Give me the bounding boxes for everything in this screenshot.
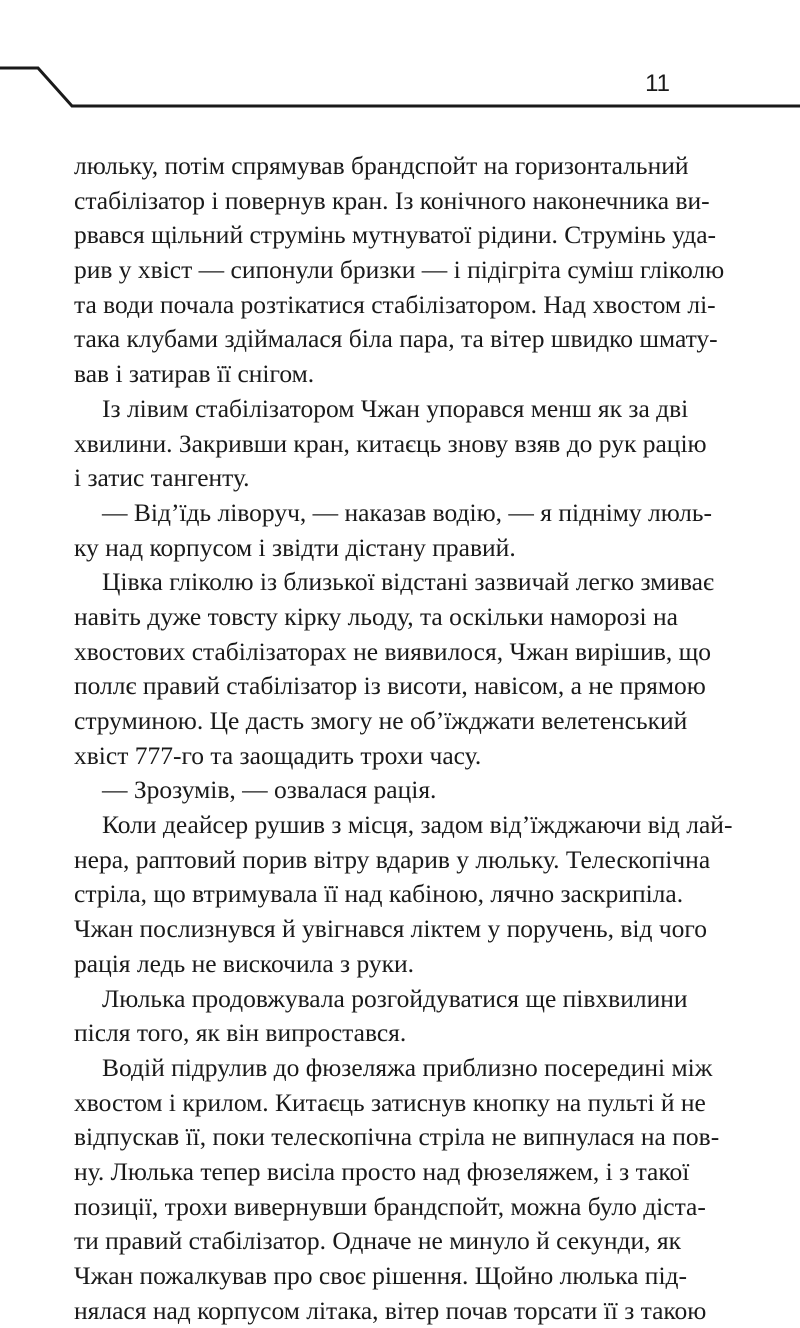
text-line: ти правий стабілізатор. Одначе не минуло й секунди, як (74, 1226, 681, 1256)
text-line: — Зрозумів, — озвалася рація. (102, 775, 437, 805)
text-line: і затис тангенту. (74, 463, 250, 493)
header-rule (0, 0, 800, 120)
text-line: струминою. Це дасть змогу не об’їжджати велетенський (74, 706, 688, 735)
text-line: навіть дуже товсту кірку льоду, та оскільки наморозі на (74, 601, 678, 631)
text-line: нялася над корпусом літака, вітер почав торсати її з такою (74, 1295, 707, 1325)
text-line: ку над корпусом і звідти дістану правий. (74, 532, 516, 562)
page-number: 11 (645, 70, 670, 97)
text-line: люльку, потім спрямував брандспойт на горизонтальний (74, 151, 689, 180)
text-line: Цівка гліколю із близької відстані зазвичай легко змиває (102, 567, 714, 597)
text-line: Водій підрулив до фюзеляжа приблизно посередині між (102, 1052, 713, 1082)
text-line: Із лівим стабілізатором Чжан упорався менш як за дві (102, 393, 689, 423)
text-line: ну. Люлька тепер висіла просто над фюзеляжем, і з такої (74, 1156, 690, 1186)
text-line: стріла, що втримувала її над кабіною, лячно заскрипіла. (74, 879, 684, 909)
text-line: рив у хвіст — сипонули бризки — і підігріта суміш гліколю (74, 255, 725, 285)
text-line: хвостових стабілізаторах не виявилося, Чжан вирішив, що (74, 636, 711, 666)
text-line: хвилини. Закривши кран, китаєць знову взяв до рук рацію (74, 428, 707, 458)
text-line: така клубами здіймалася біла пара, та вітер швидко шмату- (74, 324, 718, 354)
text-line: нера, раптовий порив вітру вдарив у люльку. Телескопічна (74, 844, 711, 874)
text-line: хвостом і крилом. Китаєць затиснув кнопку на пульті й не (74, 1087, 706, 1117)
body-text (74, 149, 733, 1328)
text-line: Чжан послизнувся й увігнався ліктем у поручень, від чого (74, 914, 707, 944)
text-block (74, 149, 733, 1328)
text-line: хвіст 777-го та заощадить трохи часу. (74, 740, 482, 770)
text-line: рвався щільний струмінь мутнуватої рідини. Струмінь уда- (74, 220, 717, 250)
text-line: відпускав її, поки телескопічна стріла не випнулася на пов- (74, 1122, 720, 1152)
text-line: Чжан пожалкував про своє рішення. Щойно люлька під- (74, 1261, 688, 1290)
text-line: та води почала розтікатися стабілізатором. Над хвостом лі- (74, 289, 716, 319)
text-line: Люлька продовжувала розгойдуватися ще півхвилини (102, 983, 688, 1013)
text-line: позиції, трохи вивернувши брандспойт, можна було діста- (74, 1191, 706, 1221)
text-line: поллє правий стабілізатор із висоти, навісом, а не прямою (74, 671, 706, 701)
text-line: — Від’їдь ліворуч, — наказав водію, — я підніму люль- (102, 497, 713, 527)
text-line: рація ледь не вискочила з руки. (74, 948, 415, 978)
text-line: стабілізатор і повернув кран. Із конічного наконечника ви- (74, 185, 710, 215)
text-line: вав і затирав її снігом. (74, 359, 315, 389)
text-line: після того, як він випростався. (74, 1018, 407, 1048)
text-line: Коли деайсер рушив з місця, задом від’їжджаючи від лай- (102, 810, 733, 840)
